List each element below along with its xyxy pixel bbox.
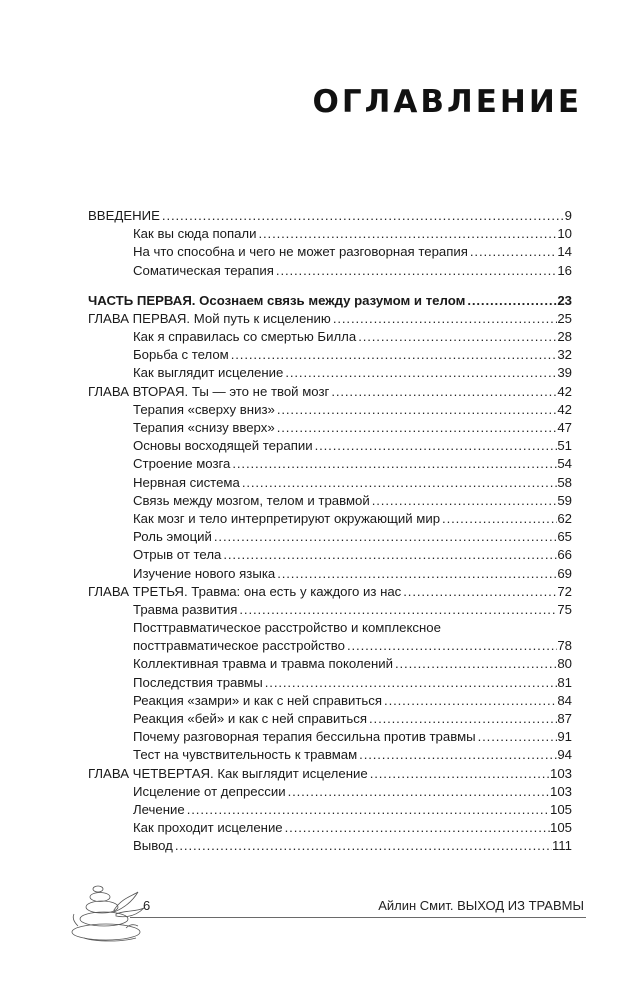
toc-entry-title: Реакция «замри» и как с ней справиться [133,692,383,708]
running-title: Айлин Смит. ВЫХОД ИЗ ТРАВМЫ [378,898,584,913]
toc-subsection [88,346,572,364]
toc-subsection [88,819,572,837]
dot-leader [382,692,557,710]
toc-entry-title: Травма развития [133,601,238,617]
dot-leader [286,783,550,801]
toc-page-number: 42 [557,383,572,399]
toc-entry-title: Нервная система [133,474,240,490]
toc-entry-title: На что способна и чего не может разговорная терапия [133,244,468,260]
dot-leader [229,346,558,364]
dot-leader [283,819,550,837]
toc-page-number: 65 [557,529,572,545]
toc-entry-title: ГЛАВА ПЕРВАЯ. Мой путь к исцелению [88,310,331,326]
toc-entry-title: ГЛАВА ВТОРАЯ. Ты — это не твой мозг [88,383,330,399]
dot-leader [212,528,557,546]
toc-page-number: 28 [557,329,572,345]
toc-subsection [88,474,572,492]
toc-entry-title: Исцеление от депрессии [133,783,286,799]
toc-subsection [88,546,572,564]
toc-page-number: 105 [549,820,572,836]
toc-subsection [88,801,572,819]
toc-subsection [88,746,572,764]
toc-entry-title: Последствия травмы [133,674,263,690]
toc-entry-title: Лечение [133,801,185,817]
toc-section [88,292,572,310]
toc-entry-title: посттравматическое расстройство [133,638,345,654]
dot-leader [275,565,557,583]
toc-page-number: 51 [557,438,572,454]
dot-leader [393,655,557,673]
dot-leader [257,225,558,243]
toc-page-number: 58 [557,474,572,490]
toc-entry-title: Как я справилась со смертью Билла [133,329,357,345]
toc-subsection [88,365,572,383]
toc-entry-title: Посттравматическое расстройство и комплексное [133,620,441,636]
toc-page-number: 75 [557,601,572,617]
dot-leader [357,746,557,764]
page-footer [0,895,644,935]
toc-page-number: 91 [557,729,572,745]
toc-subsection [88,528,572,546]
dot-leader [173,837,552,855]
toc-subsection [88,565,572,583]
toc-page-number: 103 [549,765,572,781]
toc-section [88,583,572,601]
toc-subsection [88,710,572,728]
toc-entry-title: ЧАСТЬ ПЕРВАЯ. Осознаем связь между разумом и телом [88,292,466,308]
toc-page-number: 66 [557,547,572,563]
toc-entry-title: Изучение нового языка [133,565,276,581]
dot-leader [465,292,557,310]
toc-subsection [88,401,572,419]
toc-subsection [88,619,572,655]
toc-subsection [88,328,572,346]
dot-leader [263,674,558,692]
toc-page-number: 111 [551,838,572,854]
toc-page-number: 32 [557,347,572,363]
toc-page-number: 10 [557,226,572,242]
dot-leader [331,310,558,328]
toc-page-number: 59 [557,492,572,508]
toc-page-number: 103 [549,783,572,799]
toc-entry-title: Роль эмоций [133,529,212,545]
toc-entry-title: Как мозг и тело интерпретируют окружающий мир [133,510,441,526]
toc-section [88,207,572,225]
dot-leader [367,710,557,728]
toc-subsection [88,674,572,692]
dot-leader [230,455,557,473]
toc-subsection [88,656,572,674]
toc-page-number: 42 [557,401,572,417]
toc-page-number: 14 [557,244,572,260]
toc-entry-title: Коллективная травма и травма поколений [133,656,393,672]
toc-page-number: 87 [557,711,572,727]
toc-entry-title: Тест на чувствительность к травмам [133,747,358,763]
dot-leader [368,765,550,783]
toc-page-number: 69 [557,565,572,581]
toc-entry-title: Строение мозга [133,456,231,472]
toc-section [88,310,572,328]
dot-leader [345,637,557,655]
toc-entry-title: Отрыв от тела [133,547,222,563]
toc-subsection [88,243,572,261]
toc-subsection [88,692,572,710]
toc-subsection [88,492,572,510]
toc-page-number: 94 [557,747,572,763]
dot-leader [476,728,558,746]
dot-leader [440,510,557,528]
toc-entry-title: Как выглядит исцеление [133,365,284,381]
toc-subsection [88,225,572,243]
toc-page-number: 39 [557,365,572,381]
dot-leader [274,262,557,280]
toc-page-number: 62 [557,510,572,526]
toc-subsection [88,419,572,437]
dot-leader [160,207,565,225]
toc-subsection [88,783,572,801]
toc-entry-title: Терапия «снизу вверх» [133,420,275,436]
toc-page-number: 72 [557,583,572,599]
dot-leader [313,437,558,455]
toc-page-number: 47 [557,420,572,436]
toc-entry-title: Соматическая терапия [133,262,274,278]
dot-leader [275,401,558,419]
toc-entry-title: ГЛАВА ЧЕТВЕРТАЯ. Как выглядит исцеление [88,765,368,781]
toc-section [88,765,572,783]
toc-page-number: 80 [557,656,572,672]
toc-page-number: 9 [564,207,572,223]
toc-page-number: 78 [557,638,572,654]
dot-leader [468,243,557,261]
toc-entry-title: ГЛАВА ТРЕТЬЯ. Травма: она есть у каждого из нас [88,583,402,599]
toc-entry-title: Как вы сюда попали [133,226,257,242]
toc-page-number: 84 [557,692,572,708]
toc-entry-title: Как проходит исцеление [133,820,283,836]
toc-entry-title: Связь между мозгом, телом и травмой [133,492,370,508]
dot-leader [240,474,558,492]
toc-section [88,383,572,401]
page-number: 6 [143,898,151,913]
dot-leader [275,419,558,437]
toc-subsection [88,728,572,746]
dot-leader [356,328,557,346]
toc-page-number: 25 [557,310,572,326]
toc-entry-title: Основы восходящей терапии [133,438,313,454]
toc-page-number: 23 [557,292,572,308]
toc-entry-title: Борьба с телом [133,347,229,363]
toc-page-number: 16 [557,262,572,278]
toc-entry-title: Реакция «бей» и как с ней справиться [133,711,368,727]
toc-page-number: 54 [557,456,572,472]
toc-page-number: 81 [557,674,572,690]
toc-entry-title: Почему разговорная терапия бессильна против травмы [133,729,476,745]
toc-subsection [88,837,572,855]
toc-subsection [88,262,572,280]
footer-divider [130,917,586,918]
page-title: ОГЛАВЛЕНИЕ [312,84,582,120]
dot-leader [283,364,557,382]
toc-entry-title: Терапия «сверху вниз» [133,401,275,417]
toc-subsection [88,601,572,619]
toc-subsection [88,510,572,528]
dot-leader [221,546,557,564]
toc-page-number: 105 [549,801,572,817]
toc-entry-title: Вывод [133,838,173,854]
table-of-contents [88,207,572,856]
toc-subsection [88,455,572,473]
dot-leader [370,492,558,510]
dot-leader [237,601,557,619]
toc-entry-title: ВВЕДЕНИЕ [88,207,160,223]
dot-leader [401,583,557,601]
toc-subsection [88,437,572,455]
dot-leader [329,383,557,401]
dot-leader [185,801,550,819]
